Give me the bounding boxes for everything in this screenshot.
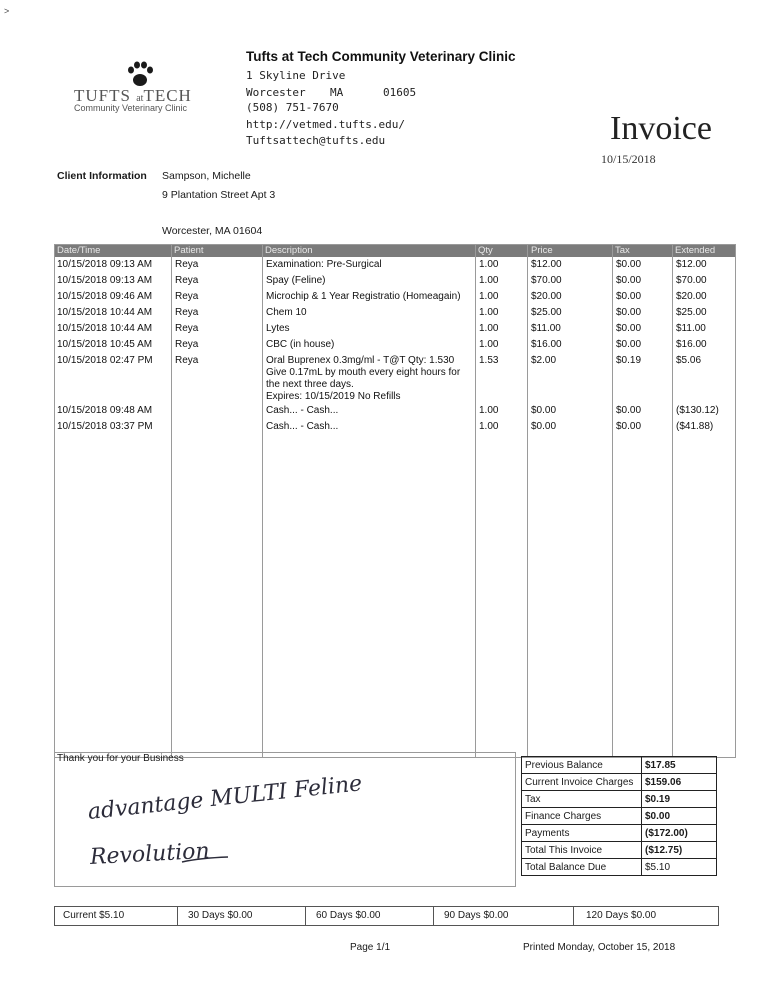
- cell-qty: 1.00: [479, 405, 499, 416]
- balance-summary-table: [521, 756, 717, 876]
- summary-label: Finance Charges: [522, 808, 642, 825]
- column-divider: [612, 245, 613, 757]
- summary-row: [522, 757, 717, 774]
- logo-at-text: at: [136, 93, 144, 104]
- handwritten-note-line1: advantage MULTI Feline: [86, 771, 364, 825]
- cell-patient: Reya: [175, 307, 199, 318]
- cell-price: $70.00: [531, 275, 562, 286]
- summary-value: $0.19: [642, 791, 717, 808]
- cell-datetime: 10/15/2018 09:13 AM: [57, 275, 153, 286]
- summary-row: [522, 842, 717, 859]
- cell-tax: $0.00: [616, 291, 642, 302]
- column-divider: [171, 245, 172, 757]
- aging-120-days: 120 Days $0.00: [586, 910, 657, 921]
- client-info-label: Client Information: [57, 170, 147, 182]
- clinic-name: Tufts at Tech Community Veterinary Clinic: [246, 49, 516, 64]
- summary-row: [522, 825, 717, 842]
- cell-qty: 1.00: [479, 421, 499, 432]
- cell-description: Chem 10: [266, 307, 307, 318]
- cell-extended: $25.00: [676, 307, 707, 318]
- summary-row: [522, 791, 717, 808]
- logo-tech-text: TECH: [143, 86, 192, 105]
- clinic-email: Tuftsattech@tufts.edu: [246, 134, 386, 147]
- cell-description: Oral Buprenex 0.3mg/ml - T@T Qty: 1.530 Give 0.17mL by mouth every eight hours for the next three days. Expires: 10/15/2019 No Refills: [266, 355, 461, 402]
- header-qty: Qty: [478, 245, 493, 256]
- summary-label: Total This Invoice: [522, 842, 642, 859]
- header-price: Price: [531, 245, 553, 256]
- logo-subtitle: Community Veterinary Clinic: [74, 103, 188, 113]
- aging-current: Current $5.10: [55, 907, 178, 925]
- client-address-line1: 9 Plantation Street Apt 3: [162, 189, 276, 201]
- cell-description: Microchip & 1 Year Registratio (Homeagain): [266, 291, 461, 302]
- cell-description: Cash... - Cash...: [266, 421, 339, 432]
- cell-datetime: 10/15/2018 02:47 PM: [57, 355, 153, 366]
- summary-row: [522, 774, 717, 791]
- cell-patient: Reya: [175, 355, 199, 366]
- paw-logo-icon: [122, 60, 158, 88]
- cell-tax: $0.00: [616, 307, 642, 318]
- column-divider: [672, 245, 673, 757]
- cell-datetime: 10/15/2018 09:13 AM: [57, 259, 153, 270]
- cell-price: $0.00: [531, 421, 557, 432]
- cell-description: Spay (Feline): [266, 275, 326, 286]
- summary-label: Total Balance Due: [522, 859, 642, 876]
- invoice-title: Invoice: [610, 110, 712, 147]
- header-patient: Patient: [174, 245, 204, 256]
- cell-tax: $0.19: [616, 355, 642, 366]
- cell-tax: $0.00: [616, 339, 642, 350]
- cell-qty: 1.00: [479, 259, 499, 270]
- printed-date: Printed Monday, October 15, 2018: [523, 942, 676, 953]
- table-header: [55, 245, 735, 257]
- clinic-street: 1 Skyline Drive: [246, 69, 346, 82]
- scan-mark: >: [4, 6, 10, 16]
- cell-datetime: 10/15/2018 09:46 AM: [57, 291, 153, 302]
- summary-value: $159.06: [642, 774, 717, 791]
- summary-value: $0.00: [642, 808, 717, 825]
- cell-qty: 1.00: [479, 275, 499, 286]
- aging-90-days: 90 Days $0.00: [434, 907, 574, 925]
- column-divider: [527, 245, 528, 757]
- invoice-date: 10/15/2018: [601, 152, 656, 166]
- cell-patient: Reya: [175, 291, 199, 302]
- summary-value: $5.10: [642, 859, 717, 876]
- handwritten-underline-icon: [180, 852, 230, 866]
- page-number: Page 1/1: [350, 942, 391, 953]
- cell-extended: $12.00: [676, 259, 707, 270]
- header-datetime: Date/Time: [57, 245, 101, 256]
- cell-tax: $0.00: [616, 405, 642, 416]
- cell-price: $2.00: [531, 355, 557, 366]
- column-divider: [475, 245, 476, 757]
- clinic-city: Worcester: [246, 86, 306, 99]
- summary-label: Tax: [522, 791, 642, 808]
- cell-extended: ($130.12): [676, 405, 719, 416]
- cell-patient: Reya: [175, 275, 199, 286]
- cell-extended: $16.00: [676, 339, 707, 350]
- cell-datetime: 10/15/2018 10:44 AM: [57, 307, 153, 318]
- clinic-zip: 01605: [383, 86, 417, 99]
- cell-tax: $0.00: [616, 421, 642, 432]
- cell-patient: Reya: [175, 259, 199, 270]
- summary-value: ($172.00): [642, 825, 717, 842]
- cell-extended: ($41.88): [676, 421, 714, 432]
- cell-qty: 1.00: [479, 323, 499, 334]
- cell-description: Lytes: [266, 323, 290, 334]
- clinic-phone: (508) 751-7670: [246, 101, 339, 114]
- column-divider: [262, 245, 263, 757]
- header-extended: Extended: [675, 245, 716, 256]
- header-tax: Tax: [615, 245, 630, 256]
- cell-description: Examination: Pre-Surgical: [266, 259, 382, 270]
- cell-price: $25.00: [531, 307, 562, 318]
- cell-extended: $20.00: [676, 291, 707, 302]
- line-items-table: [54, 244, 736, 758]
- cell-datetime: 10/15/2018 03:37 PM: [57, 421, 153, 432]
- cell-tax: $0.00: [616, 259, 642, 270]
- cell-price: $0.00: [531, 405, 557, 416]
- cell-price: $11.00: [531, 323, 561, 334]
- cell-description: Cash... - Cash...: [266, 405, 339, 416]
- cell-price: $16.00: [531, 339, 562, 350]
- summary-label: Current Invoice Charges: [522, 774, 642, 791]
- thanks-message: Thank you for your Business: [57, 753, 184, 764]
- cell-qty: 1.00: [479, 339, 499, 350]
- cell-datetime: 10/15/2018 10:44 AM: [57, 323, 153, 334]
- cell-tax: $0.00: [616, 275, 642, 286]
- cell-patient: Reya: [175, 323, 199, 334]
- cell-price: $20.00: [531, 291, 562, 302]
- summary-label: Payments: [522, 825, 642, 842]
- client-name: Sampson, Michelle: [162, 170, 251, 182]
- clinic-website: http://vetmed.tufts.edu/: [246, 118, 405, 131]
- cell-qty: 1.00: [479, 307, 499, 318]
- header-description: Description: [265, 245, 313, 256]
- aging-30-days: 30 Days $0.00: [178, 907, 306, 925]
- aging-summary: [54, 906, 719, 926]
- clinic-state: MA: [330, 86, 344, 99]
- cell-datetime: 10/15/2018 09:48 AM: [57, 405, 153, 416]
- cell-datetime: 10/15/2018 10:45 AM: [57, 339, 153, 350]
- summary-value: $17.85: [642, 757, 717, 774]
- cell-qty: 1.00: [479, 291, 499, 302]
- cell-patient: Reya: [175, 339, 199, 350]
- summary-value: ($12.75): [642, 842, 717, 859]
- cell-price: $12.00: [531, 259, 562, 270]
- client-address-line2: Worcester, MA 01604: [162, 225, 263, 237]
- logo-main-text: TUFTS: [74, 86, 131, 105]
- cell-extended: $70.00: [676, 275, 707, 286]
- cell-description: CBC (in house): [266, 339, 335, 350]
- handwritten-note-line2: Revolution: [89, 838, 211, 870]
- aging-60-days: 60 Days $0.00: [306, 907, 434, 925]
- summary-row: [522, 859, 717, 876]
- cell-qty: 1.53: [479, 355, 499, 366]
- summary-row: [522, 808, 717, 825]
- cell-tax: $0.00: [616, 323, 642, 334]
- summary-label: Previous Balance: [522, 757, 642, 774]
- cell-extended: $5.06: [676, 355, 702, 366]
- cell-extended: $11.00: [676, 323, 706, 334]
